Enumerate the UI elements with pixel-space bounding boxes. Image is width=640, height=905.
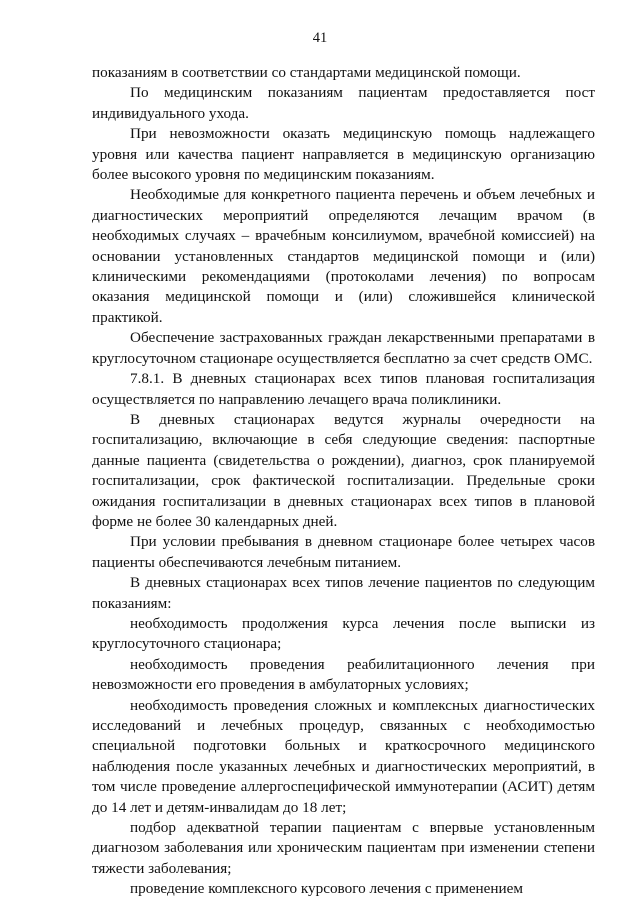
paragraph-individual-care: По медицинским показаниям пациентам предоставляется пост индивидуального ухода. [92,84,595,122]
list-item-complex-treatment: проведение комплексного курсового лечения с применением [130,880,524,898]
paragraph-section-7-8-1: 7.8.1. В дневных стационарах всех типов плановая госпитализация осуществляется по направлению лечащего врача поликлиники. [92,370,595,408]
paragraph-referral-higher-level: При невозможности оказать медицинскую помощь надлежащего уровня или качества пациент направляется в медицинскую организацию более высокого уровня по медицинским показаниям. [92,125,595,184]
paragraph-continued: показаниям в соответствии со стандартами медицинской помощи. [92,64,521,81]
list-item-complex-diagnostics: необходимость проведения сложных и комплексных диагностических исследований и лечебных процедур, связанных с необходимостью специальной подготовки больных и краткосрочного медицинского наблюдения после указанных лечебных и диагностических мероприятий, в том числе проведение аллергоспецифической иммунотерапии (АСИТ) детям до 14 лет и детям-инвалидам до 18 лет; [92,696,595,816]
list-item-rehabilitation: необходимость проведения реабилитационного лечения при невозможности его проведения в амбулаторных условиях; [92,655,595,694]
document-body [92,63,595,900]
page-number: 41 [312,30,328,46]
list-item-therapy-selection: подбор адекватной терапии пациентам с впервые установленным диагнозом заболевания или хроническим пациентам при изменении степени тяжести заболевания; [92,819,595,877]
paragraph-nutrition: При условии пребывания в дневном стационаре более четырех часов пациенты обеспечиваются лечебным питанием. [92,533,595,571]
paragraph-waiting-journals: В дневных стационарах ведутся журналы очередности на госпитализацию, включающие в себя следующие сведения: паспортные данные пациента (свидетельства о рождении), диагноз, срок планируемой госпитализации, срок фактической госпитализации. Предельные сроки ожидания госпитализации в дневных стационарах всех типов в плановой форме не более 30 календарных дней. [92,410,595,530]
list-item-continuation: необходимость продолжения курса лечения после выписки из круглосуточного стационара; [92,614,595,653]
paragraph-treatment-scope: Необходимые для конкретного пациента перечень и объем лечебных и диагностических мероприятий определяются лечащим врачом (в необходимых случаях – врачебным консилиумом, врачебной комиссией) на основании установленных стандартов медицинской помощи и (или) клиническими рекомендациями (протоколами лечения) по вопросам оказания медицинской помощи и (или) сложившейся клинической практикой. [92,186,595,326]
paragraph-medications: Обеспечение застрахованных граждан лекарственными препаратами в круглосуточном стационаре осуществляется бесплатно за счет средств ОМС. [92,329,595,367]
paragraph-indications-intro: В дневных стационарах всех типов лечение пациентов по следующим показаниям: [92,574,595,612]
